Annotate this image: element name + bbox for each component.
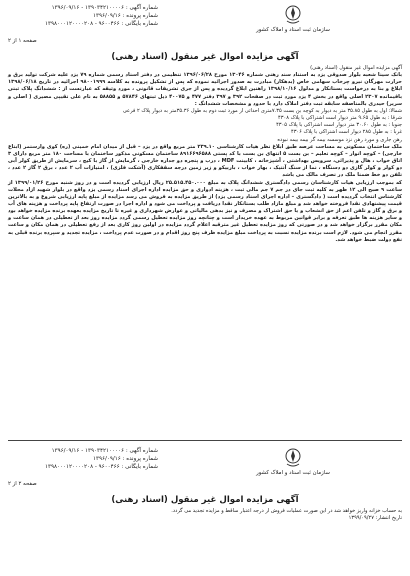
notice-1-paragraph: جنوبا : به طول ۳۰.۶۰ متر دیوار است اشتراکی با پلاک ۴۳۰۵ <box>276 122 402 129</box>
notice-1 <box>8 4 402 244</box>
notice-1-emblem <box>233 4 353 33</box>
notice-1-paragraph: که بموجب ارزیابی هیات کارشناسان رسمی دادگستری ششدانگ پلاک به مبلغ ۲۵.۵۱۵.۴۵۰.۰۰۰ ریال ارزیابی گردیده است و در روز شنبه مورخ ۱۳۹۹/۰۱/۲۶ از ساعت ۹ صبح الی ۱۲ ظهر به کلیه ثبت جای در جم ۷ جم مالی ثبت ، هزینه ادواری و حق مزایده اداره اجرای اسناد رسمی یزد واقع در بلوار شهید ازاد محلات کارشناس انتخاب گردیده است ( دادگستری – اداره اجرای اسناد رسمی یزد) از طریق مزایده به فروش می رسد مزایده از مبلغ پایه ارزیابی شروع و به بالاترین قیمت پیشنهادی نقدا فروخته خواهد شد و مبلغ مازاد طلب بستانکار نقدا دریافت و پرداخت می شود و اداره اجرا در صورت ارتفاع پایه پرداخت و هزینه های آب و برق و گاز و تلفن اعم از حق انشعاب و یا حق اشتراک و مصرف و نیز بدهی مالیاتی و عوارض شهرداری و غیره تا تاریخ مزایده بعهده برنده مزایده خواهد بود و سایر هزینه ها طبق تعرفه و برابر قوانین مربوط به عهده خریدار است و چنانچه روز مزایده تعطیل رسمی گردد مزایده روز بعد از تعطیلی در همان ساعت و مکان مقرر برگزار خواهد شد و در صورتی که روز مزایده تعطیل غیر مترقبه اعلام گردد مزایده در اولین روز کاری بعد از رفع تعطیلی در همان مکان و ساعت مقرر انجام می شود. لازم است برنده مزایده نسبت به پرداخت مبلغ مزایده ظرف پنج روز اقدام و در صورت عدم پرداخت ، مزایده تجدید و سپرده برنده قبلی به نفع دولت ضبط خواهد شد. <box>8 179 402 243</box>
notice-2-org-name: سازمان ثبت اسناد و املاک کشور <box>256 470 330 476</box>
notice-1-registration: شماره پرونده : ۱۳۹۶/۰۹/۱۶ <box>92 13 158 19</box>
notice-1-paragraph: آگهی مزایده اموال غیر منقول (اسناد رهنی) <box>310 65 402 71</box>
registry-emblem-icon <box>283 4 303 26</box>
notice-2-tracking: شماره بایگانی : ۹۶۰۰۴۶۶ - ۱۳۹۸۰۰۰۱۲۰۰۰۰۲۰۸ <box>45 464 158 470</box>
notice-1-paragraph: رهن جاری و مورد رهن نزد موسسه بیمه گر بیمه بیمه نبوده <box>277 136 402 143</box>
notice-1-paragraph: غربا : به طول ۲۸۵ دیوار است اشتراکی با پلاک ۴۳۰۶ <box>290 129 402 136</box>
notice-2-title: آگهی مزایده اموال غیر منقول (اسناد رهنی) <box>111 495 299 505</box>
notice-2-page-number: صفحه ۲ از ۲ <box>8 481 37 487</box>
notice-2-header <box>8 447 402 491</box>
notice-2-letter-number: شماره آگهی : ۱۳۹۰۳۴۲۱۰۰۰۰۶ - ۱۳۹۶/۰۹/۱۶ <box>51 448 158 454</box>
notice-1-reference-block <box>8 4 158 28</box>
notice-1-org-name: سازمان ثبت اسناد و املاک کشور <box>256 27 330 33</box>
notice-2-reference-block <box>8 447 158 471</box>
notice-1-tracking: شماره بایگانی : ۹۶۰۰۴۶۶ - ۱۳۹۸۰۰۰۱۲۰۰۰۰۲۰۸ <box>45 21 158 27</box>
notice-1-header <box>8 4 402 48</box>
notice-2-emblem <box>233 447 353 476</box>
notice-1-paragraph: شمالا: اول به طول ۳۵.۸۵ متر به دیوار به کوچه بن بست ۷.۳۵متری احداثی از مورد ثبت دوم به طول ۳۵.۳۶متر به دیوار پلاک ۲ فرعی <box>122 107 402 114</box>
registry-emblem-icon <box>283 447 303 469</box>
notice-1-paragraph: شرقا : به طول ۹.۶۵ متر دیوار است اشتراکی با پلاک ۴۳۰۸ <box>278 115 402 122</box>
notice-1-paragraph: بانک سینا شعبه بلوار صدوقی یزد به استناد سند رهنی شماره ۱۳۰۴۶ مورخ ۱۳۹۶/۰۶/۲۸ تنظیمی در دفتر اسناد رسمی شماره ۷۹ یزد علیه شرکت تولید برق و حرارت مهرگان نیرو چرخاب سهامی خاص (بدهکار) مبادرت به صدور اجرائیه نموده که پس از تشکیل پرونده به کلاسه ۹۸۰۰۱۹۹۹ اجرائیه در تاریخ ۱۳۹۸/۰۶/۱۸ ابلاغ و بنا به درخواست بستانکار و مدلول ۱۳۹۸/۱۰/۱۶ راهنین ابلاغ گردیده و پس از جری تشریفات قانونی ، مورد وثیقه که عبارتست از : ششدانگ پلاک ثبتی باقیمانده ۲۳۰۷ اصلی واقع در بخش ۴ یزد مورد ثبت در صفحات ۳۹۲ و ۳۹۷ دفتر ۴۷۷ و ۴۰۰۷۵ ذیل ثبتهای ۵۷۸۴۶ و ۵۸۸۵۵ به نام علی تقیپی مصیری ( اصلی و سریر) حیدری بالمناصفه سابقه ثبت دفتر املاک دارد با حدود و مشخصات ششدانگ : <box>8 72 403 107</box>
notice-2-paragraph: به حساب خزانه واریز خواهد شد در این صورت عملیات فروش از درجه اعتبار ساقط و مزایده تجدید می گردد. <box>171 508 402 514</box>
notice-divider <box>8 440 402 441</box>
notice-1-letter-number: شماره آگهی : ۱۳۹۰۳۴۲۱۰۰۰۰۶ - ۱۳۹۶/۰۹/۱۶ <box>51 5 158 11</box>
notice-2-paragraph: تاریخ انتشار: ۱۳۹۹/۰۹/۲۷ <box>348 515 402 522</box>
notice-2 <box>8 440 402 522</box>
notice-1-page-number: صفحه ۱ از ۲ <box>8 38 37 44</box>
notice-2-registration: شماره پرونده : ۱۳۹۶/۰۹/۱۶ <box>92 456 158 462</box>
notice-1-paragraph: ملک ساختمان مسکونی به مساحت عرصه طبق ابلاغ نظر هیات کارشناسی ۲۳۹.۱۰ متر مربع واقع در یزد – قبل از میدان امام خمینی (ره) کوی وارستمر (ابتاع خارجی) – کوچه انوار – کوچه تعلیم – بن بست ۵ انتهای بن بست با کد پستی ۸۹۱۶۶۹۶۵۸۸ ساختمان مسکونی مذکور ساختمان با مساحت ۱۸۰ متر مربع دارای ۳ اتاق خواب ، هال و پذیرائی، سرویس بهداشتی ، آشپزخانه ، کابینت MDF ، درب و پنجره دو جداره خارجی ، گرمایش از گاز با کیج ، سرمایش از طریق کولر آبی دو کولر و کولر گازی دو دستگاه ، نما از سنگ آنتیک ، بهار خواب ، باربیکو و زیر زمین درجه سقفکاری (آشکت فلزی) ، امتیازات آب ۲ عدد ، برق ۲ گاز ۲ عدد ، تلفن دو خط ضمنا ملک در تصرف مالک می باشد <box>8 143 402 179</box>
notice-1-title: آگهی مزایده اموال غیر منقول (اسناد رهنی) <box>111 52 299 62</box>
